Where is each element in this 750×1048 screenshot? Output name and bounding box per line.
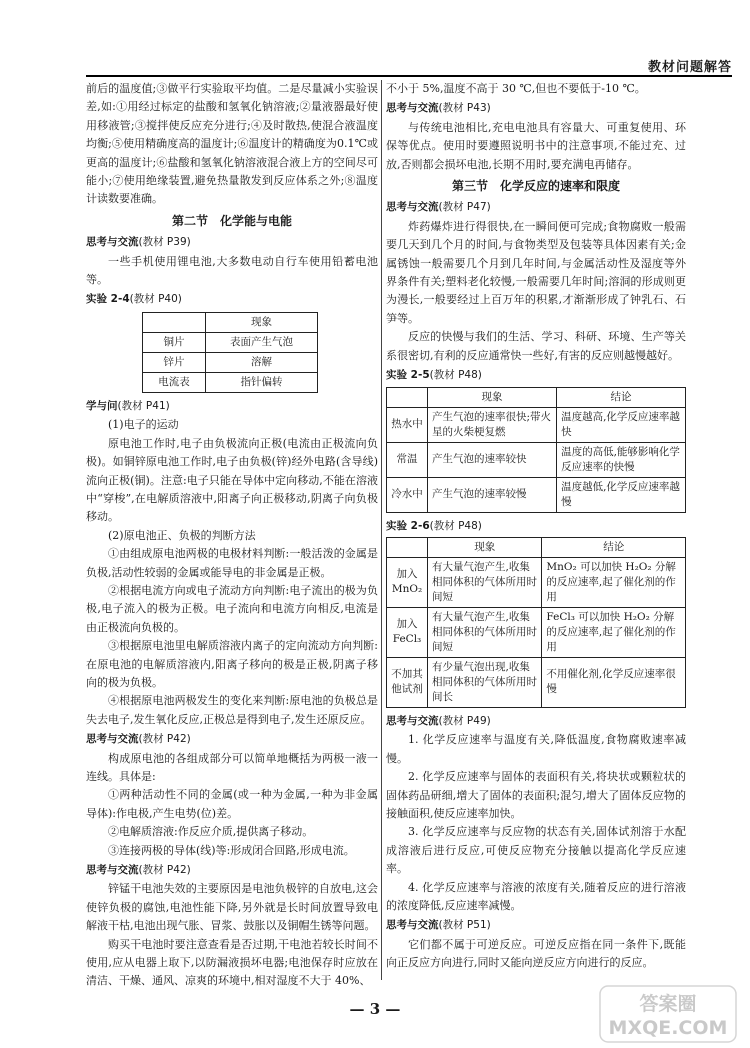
- watermark-cn: 答案圈: [639, 993, 697, 1015]
- paragraph: 一些手机使用锂电池,大多数电动自行车使用铅蓄电池等。: [86, 254, 378, 287]
- paragraph: 2. 化学反应速率与固体的表面积有关,将块状或颗粒状的固体药品研细,增大了固体的表面积;混匀,增大了固体反应物的接触面积,使反应速率加快。: [386, 770, 686, 820]
- table-cell: 常温: [387, 442, 428, 477]
- table-row: [387, 657, 686, 707]
- paragraph: 炸药爆炸进行得很快,在一瞬间便可完成;食物腐败一般需要几天到几个月的时间,与食物类型及包装等具体因素有关;金属锈蚀一般需要几个月到几年时间,与金属活动性及湿度等外界条件有关;塑料老化较慢,一般需要几年时间;溶洞的形成则更为漫长,一般要经过上百万年的积累,才渐渐形成了钟乳石、石笋等。: [386, 219, 686, 325]
- table-cell: 加入 FeCl₃: [387, 607, 428, 657]
- paragraph: (1)电子的运动: [108, 418, 179, 432]
- question-label: 学与问(教材 P41): [86, 399, 170, 412]
- table-row: [143, 332, 318, 352]
- running-header-title: 教材问题解答: [647, 60, 732, 75]
- table-row: [387, 477, 686, 512]
- table-cell: 冷水中: [387, 477, 428, 512]
- paragraph: 不小于 5%,温度不高于 30 ℃,但也不要低于-10 ℃。: [386, 82, 646, 95]
- table-row: [387, 407, 686, 442]
- paragraph: 3. 化学反应速率与反应物的状态有关,固体试剂溶于水配成溶液后进行反应,可使反应物充分接触以提高化学反应速率。: [386, 825, 686, 876]
- table-cell: 热水中: [387, 407, 428, 442]
- table-cell: 温度越低,化学反应速率越慢: [557, 477, 686, 512]
- table-cell: 锌片: [143, 352, 206, 372]
- table-header-cell: 结论: [557, 387, 686, 407]
- table-cell: 产生气泡的速率很快;带火星的火柴梗复燃: [428, 407, 557, 442]
- table-header-row: [387, 387, 686, 407]
- paragraph: 与传统电池相比,充电电池具有容量大、可重复使用、环保等优点。使用时要遵照说明书中的注意事项,不能过充、过放,否则都会损坏电池,长期不用时,要充满电再储存。: [386, 120, 686, 171]
- paragraph: ③根据原电池里电解质溶液内离子的定向流动方向判断:在原电池的电解质溶液内,阳离子移向的极是正极,阴离子移向的极为负极。: [86, 639, 378, 689]
- table-row: [387, 607, 686, 657]
- paragraph: 1. 化学反应速率与温度有关,降低温度,食物腐败速率减慢。: [386, 733, 686, 765]
- paragraph: ②电解质溶液:作反应介质,提供离子移动。: [108, 825, 314, 839]
- page-number: — 3 —: [349, 1000, 401, 1018]
- table-cell: 不用催化剂,化学反应速率很慢: [542, 657, 686, 707]
- experiment-label: 实验 2-4(教材 P40): [86, 293, 182, 306]
- table-cell: 铜片: [143, 332, 206, 352]
- section-heading: 第三节 化学反应的速率和限度: [451, 179, 620, 194]
- experiment-label: 实验 2-6(教材 P48): [386, 519, 482, 532]
- table-cell: 有大量气泡产生,收集相同体积的气体所用时间短: [428, 607, 542, 657]
- question-label: 思考与交流(教材 P49): [386, 714, 491, 727]
- table-header-cell: [387, 537, 428, 557]
- paragraph: 反应的快慢与我们的生活、学习、科研、环境、生产等关系很密切,有利的反应通常快一些好,有害的反应则越慢越好。: [386, 330, 686, 362]
- experiment-2-5-table: [386, 387, 686, 513]
- question-label: 思考与交流(教材 P42): [86, 733, 191, 746]
- table-cell: 溶解: [206, 352, 318, 372]
- table-header-row: [143, 312, 318, 332]
- paragraph: 原电池工作时,电子由负极流向正极(电流由正极流向负极)。如铜锌原电池工作时,电子由负极(锌)经外电路(含导线)流向正极(铜)。注意:电子只能在导体中定向移动,不能在溶液中“穿梭”,在电解质溶液中,阳离子向正极移动,阴离子向负极移动。: [86, 436, 378, 524]
- question-label: 思考与交流(教材 P42): [86, 864, 191, 877]
- table-header-cell: 现象: [206, 312, 318, 332]
- question-label: 思考与交流(教材 P47): [386, 201, 491, 214]
- paragraph: ②根据电流方向或电子流动方向判断:电子流出的极为负极,电子流入的极为正极。电子流向和电流方向相反,电流是由正极流向负极的。: [86, 583, 378, 634]
- question-label: 思考与交流(教材 P51): [386, 919, 491, 932]
- paragraph: 它们都不属于可逆反应。可逆反应指在同一条件下,既能向正反应方向进行,同时又能向逆反应方向进行的反应。: [386, 937, 686, 970]
- table-cell: 有大量气泡产生,收集相同体积的气体所用时间短: [428, 557, 542, 607]
- table-header-cell: 现象: [428, 537, 542, 557]
- paragraph: 锌锰干电池失效的主要原因是电池负极锌的自放电,这会使锌负极的腐蚀,电池性能下降,另外就是长时间放置导致电解液干枯,电池出现气胀、冒浆、鼓胀以及铜帽生锈等问题。: [86, 882, 378, 933]
- paragraph: ①两种活动性不同的金属(或一种为金属,一种为非金属导体):作电极,产生电势(位)差。: [86, 788, 378, 820]
- experiment-label: 实验 2-5(教材 P48): [386, 369, 482, 382]
- table-header-cell: [143, 312, 206, 332]
- table-cell: 产生气泡的速率较慢: [428, 477, 557, 512]
- table-row: [387, 557, 686, 607]
- table-cell: 不加其他试剂: [387, 657, 428, 707]
- table-row: [143, 352, 318, 372]
- table-cell: 加入 MnO₂: [387, 557, 428, 607]
- table-cell: 电流表: [143, 372, 206, 392]
- right-column: [386, 80, 686, 973]
- paragraph: 前后的温度值;③做平行实验取平均值。二是尽量减小实验误差,如:①用经过标定的盐酸和氢氧化钠溶液;②量液器最好使用移液管;③搅拌使反应充分进行;④及时散热,使混合液温度均衡;⑤使用精确度高的温度计;⑥温度计的精确度为0.1℃或更高的温度计;⑥盐酸和氢氧化钠溶液混合液上方的空间尽可能小;⑦使用绝缘装置,避免热量散发到反应体系之外;⑧温度计读数要准确。: [86, 82, 378, 206]
- table-header-row: [387, 537, 686, 557]
- paragraph: ①由组成原电池两极的电极材料判断:一般活泼的金属是负极,活动性较弱的金属或能导电的非金属是正极。: [86, 547, 378, 579]
- table-cell: 有少量气泡出现,收集相同体积的气体所用时间长: [428, 657, 542, 707]
- experiment-2-4-table: [142, 312, 318, 393]
- table-cell: 温度的高低,能够影响化学反应速率的快慢: [557, 442, 686, 477]
- table-header-cell: 现象: [428, 387, 557, 407]
- table-row: [143, 372, 318, 392]
- experiment-2-6-table: [386, 537, 686, 708]
- column-divider: [381, 80, 382, 980]
- table-cell: 表面产生气泡: [206, 332, 318, 352]
- question-label: 思考与交流(教材 P43): [386, 102, 491, 115]
- watermark-en: MXQE.COM: [608, 1017, 728, 1039]
- paragraph: ④根据原电池两极发生的变化来判断:原电池的负极总是失去电子,发生氧化反应,正极总是得到电子,发生还原反应。: [86, 694, 378, 726]
- table-cell: 温度越高,化学反应速率越快: [557, 407, 686, 442]
- question-label: 思考与交流(教材 P39): [86, 236, 191, 249]
- left-column: [86, 80, 378, 991]
- watermark-logo: [598, 984, 738, 1044]
- table-cell: 产生气泡的速率较快: [428, 442, 557, 477]
- section-heading: 第二节 化学能与电能: [171, 213, 292, 228]
- paragraph: 构成原电池的各组成部分可以简单地概括为两极一液一连线。具体是:: [86, 751, 378, 783]
- paragraph: ③连接两极的导体(线)等:形成闭合回路,形成电流。: [108, 843, 355, 857]
- paragraph: 购买干电池时要注意查看是否过期,干电池若较长时间不使用,应从电器上取下,以防漏液损坏电器;电池保存时应放在清洁、干燥、通风、凉爽的环境中,相对湿度不大于 40%、: [86, 937, 378, 988]
- table-header-cell: 结论: [542, 537, 686, 557]
- table-row: [387, 442, 686, 477]
- paragraph: 4. 化学反应速率与溶液的浓度有关,随着反应的进行溶液的浓度降低,反应速率减慢。: [386, 880, 686, 912]
- table-cell: 指针偏转: [206, 372, 318, 392]
- header-rule: [86, 75, 732, 77]
- table-cell: MnO₂ 可以加快 H₂O₂ 分解的反应速率,起了催化剂的作用: [542, 557, 686, 607]
- paragraph: (2)原电池正、负极的判断方法: [108, 528, 256, 542]
- table-header-cell: [387, 387, 428, 407]
- table-cell: FeCl₃ 可以加快 H₂O₂ 分解的反应速率,起了催化剂的作用: [542, 607, 686, 657]
